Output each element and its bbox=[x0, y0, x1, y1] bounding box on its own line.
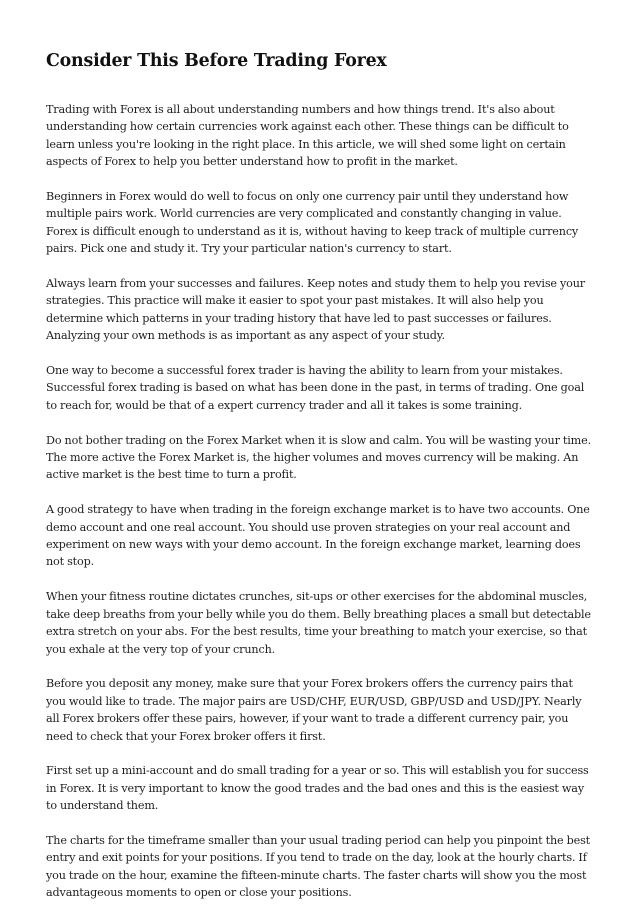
paragraph: Trading with Forex is all about understanding numbers and how things trend. It's also about understanding how certain currencies work against each other. These things can be difficult to learn unless you're looking in the right place. In this article, we will shed some light on certain aspects of Forex to help you better understand how to profit in the market. bbox=[46, 103, 569, 169]
document-title: Consider This Before Trading Forex bbox=[46, 51, 387, 71]
paragraph: Always learn from your successes and failures. Keep notes and study them to help you revise your strategies. This practice will make it easier to spot your past mistakes. It will also help you determine which patterns in your trading history that have led to past successes or failures. Analyzing your own methods is as important as any aspect of your study. bbox=[46, 277, 585, 343]
paragraph: The charts for the timeframe smaller than your usual trading period can help you pinpoint the best entry and exit points for your positions. If you tend to trade on the day, look at the hourly charts. If you trade on the hour, examine the fifteen-minute charts. The faster charts will show you the most advantageous moments to open or close your positions. bbox=[46, 833, 591, 900]
paragraph: Before you deposit any money, make sure that your Forex brokers offers the currency pairs that you would like to trade. The major pairs are USD/CHF, EUR/USD, GBP/USD and USD/JPY. Nearly all Forex brokers offer these pairs, however, if your want to trade a different currency pair, you need to check that your Forex broker offers it first. bbox=[46, 677, 582, 743]
paragraph: Beginners in Forex would do well to focus on only one currency pair until they understand how multiple pairs work. World currencies are very complicated and constantly changing in value. Forex is difficult enough to understand as it is, without having to keep track of multiple currency pairs. Pick one and study it. Try your particular nation's currency to start. bbox=[46, 190, 579, 256]
document-page bbox=[46, 50, 594, 919]
paragraph: First set up a mini-account and do small trading for a year or so. This will establish you for success in Forex. It is very important to know the good trades and the bad ones and this is the easiest way to understand them. bbox=[46, 764, 589, 813]
paragraph: A good strategy to have when trading in the foreign exchange market is to have two accounts. One demo account and one real account. You should use proven strategies on your real account and experiment on new ways with your demo account. In the foreign exchange market, learning does not stop. bbox=[46, 503, 590, 569]
paragraph: One way to become a successful forex trader is having the ability to learn from your mistakes. Successful forex trading is based on what has been done in the past, in terms of trading. One goal to reach for, would be that of a expert currency trader and all it takes is some training. bbox=[46, 364, 585, 412]
paragraph: Do not bother trading on the Forex Market when it is slow and calm. You will be wasting your time. The more active the Forex Market is, the higher volumes and moves currency will be making. An active market is the best time to turn a profit. bbox=[46, 433, 591, 482]
paragraph: When your fitness routine dictates crunches, sit-ups or other exercises for the abdominal muscles, take deep breaths from your belly while you do them. Belly breathing places a small but detectable extra stretch on your abs. For the best results, time your breathing to match your exercise, so that you exhale at the very top of your crunch. bbox=[46, 590, 591, 656]
